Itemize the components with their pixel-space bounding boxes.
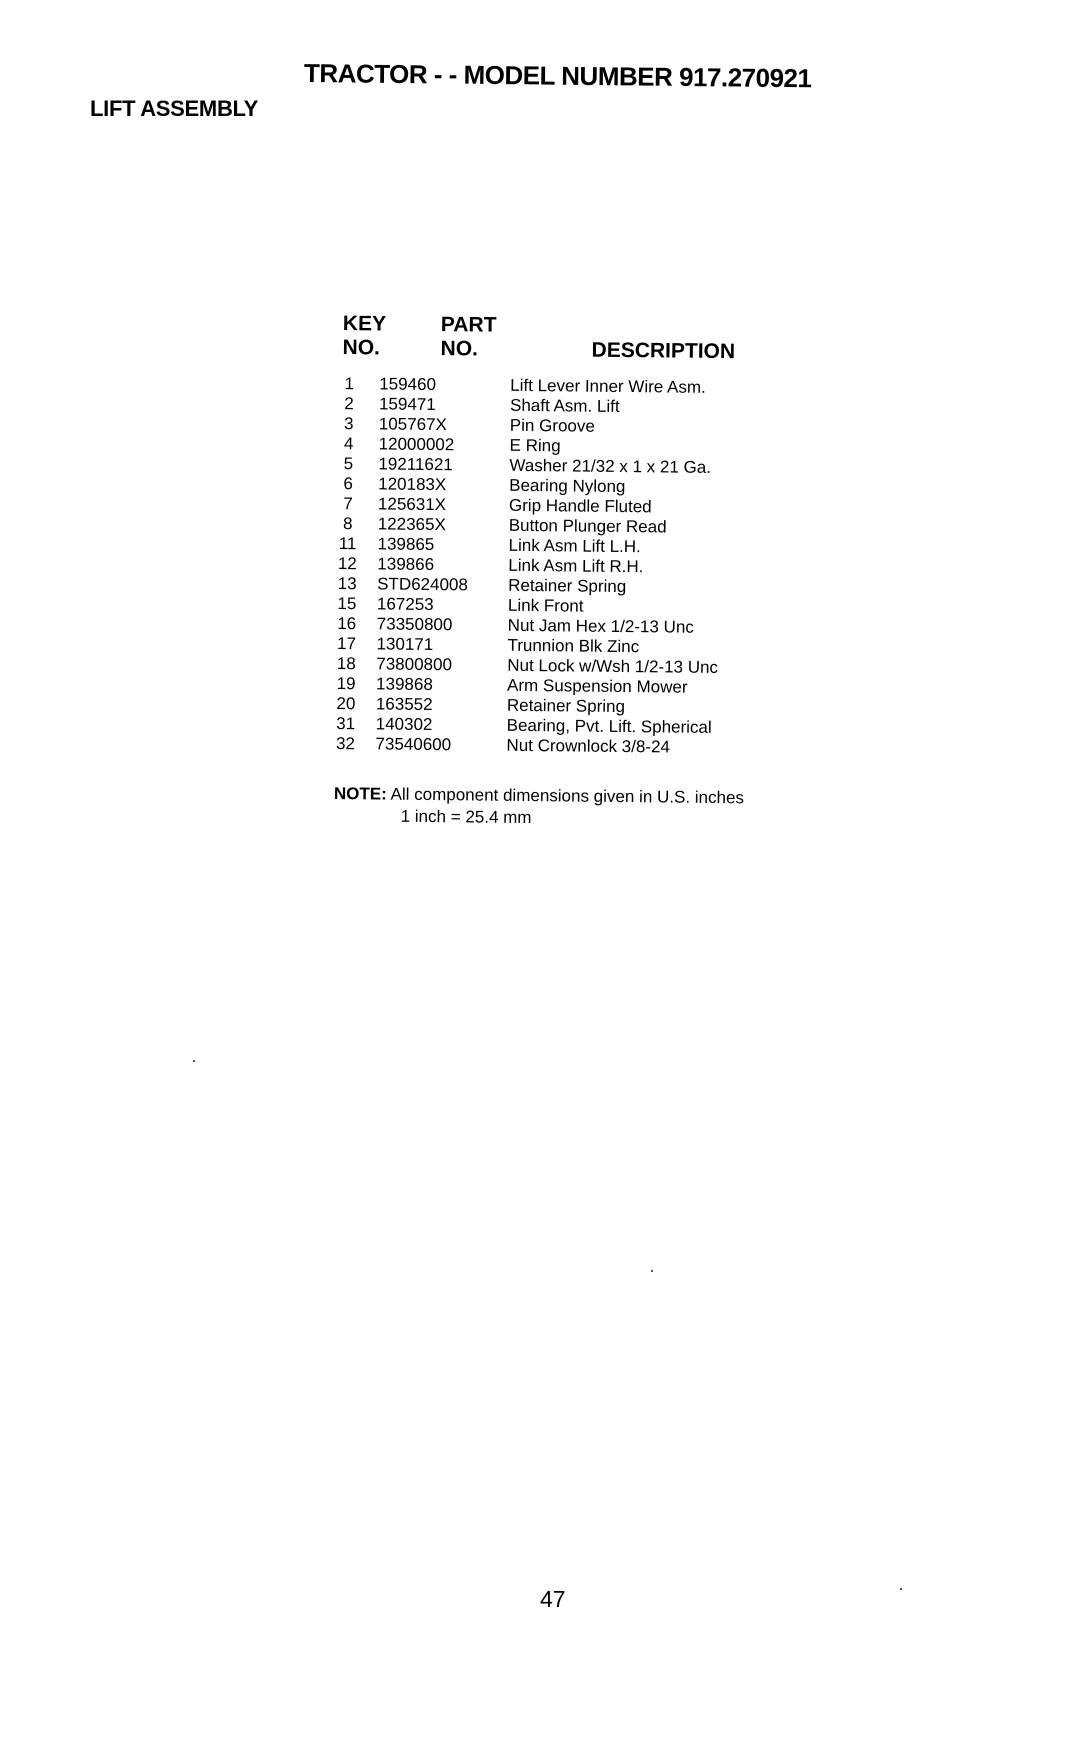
part-number: 12000002 <box>378 434 455 455</box>
part-description: Nut Crownlock 3/8-24 <box>506 735 671 757</box>
part-description: Bearing, Pvt. Lift. Spherical <box>506 715 712 737</box>
part-number: 120183X <box>378 474 447 495</box>
part-key-number: 31 <box>336 714 356 734</box>
part-description: E Ring <box>509 435 561 456</box>
part-key-number: 2 <box>344 394 354 414</box>
note-label: NOTE: <box>333 784 387 804</box>
part-key-number: 1 <box>344 374 355 394</box>
part-key-number: 6 <box>343 474 354 494</box>
part-row <box>333 734 753 758</box>
part-description: Link Asm Lift L.H. <box>508 535 641 557</box>
note-conversion: 1 inch = 25.4 mm <box>400 806 532 828</box>
scan-speck <box>651 1270 653 1272</box>
part-description: Grip Handle Fluted <box>508 495 652 517</box>
parts-list <box>335 312 758 757</box>
part-description: Bearing Nylong <box>509 475 626 497</box>
part-key-number: 15 <box>337 594 357 614</box>
part-number: 167253 <box>376 594 434 615</box>
part-description: Washer 21/32 x 1 x 21 Ga. <box>509 455 712 477</box>
part-number: 140302 <box>375 714 433 735</box>
part-description: Trunnion Blk Zinc <box>507 635 640 657</box>
part-number: 73800800 <box>376 654 453 675</box>
part-number: 105767X <box>378 414 448 435</box>
part-description: Link Asm Lift R.H. <box>508 555 644 577</box>
part-key-number: 12 <box>337 554 357 574</box>
key-column-header-line1: KEY <box>342 312 387 336</box>
part-key-number: 11 <box>338 534 357 554</box>
part-number: STD624008 <box>377 574 468 595</box>
part-number: 125631X <box>377 494 447 515</box>
parts-rows <box>333 374 757 758</box>
part-description: Arm Suspension Mower <box>507 675 688 697</box>
part-key-number: 19 <box>336 674 356 694</box>
description-column-header: DESCRIPTION <box>591 338 736 364</box>
page-title: TRACTOR - - MODEL NUMBER 917.270921 <box>303 58 812 94</box>
part-key-number: 8 <box>342 514 353 534</box>
page-number: 47 <box>540 1586 566 1612</box>
note-text: All component dimensions given in U.S. inches <box>390 784 745 808</box>
part-number: 73540600 <box>375 734 452 755</box>
part-number: 19211621 <box>378 454 453 475</box>
part-number: 139865 <box>377 534 435 555</box>
part-key-number: 7 <box>343 494 353 514</box>
part-number: 73350800 <box>376 614 453 635</box>
part-description: Retainer Spring <box>508 575 627 597</box>
part-key-number: 5 <box>343 454 354 474</box>
part-description: Button Plunger Read <box>508 515 667 537</box>
part-key-number: 4 <box>343 434 354 454</box>
part-description: Nut Jam Hex 1/2-13 Unc <box>507 615 694 637</box>
part-key-number: 3 <box>343 414 354 434</box>
part-column-header-line1: PART <box>440 313 497 337</box>
key-column-header-line2: NO. <box>342 336 381 360</box>
part-key-number: 20 <box>336 694 356 714</box>
part-description: Shaft Asm. Lift <box>509 395 620 416</box>
part-key-number: 16 <box>337 614 357 634</box>
part-column-header-line2: NO. <box>440 337 479 361</box>
part-description: Nut Lock w/Wsh 1/2-13 Unc <box>507 655 719 677</box>
part-number: 130171 <box>376 634 434 655</box>
part-key-number: 17 <box>336 634 357 654</box>
part-number: 122365X <box>377 514 446 535</box>
part-description: Lift Lever Inner Wire Asm. <box>510 375 706 397</box>
part-number: 159471 <box>378 394 436 415</box>
part-key-number: 18 <box>336 654 356 674</box>
section-title: LIFT ASSEMBLY <box>90 96 259 121</box>
part-description: Link Front <box>507 595 584 616</box>
part-number: 159460 <box>379 374 437 395</box>
part-key-number: 32 <box>335 734 356 754</box>
part-number: 139868 <box>376 674 433 695</box>
part-number: 163552 <box>375 694 433 715</box>
scan-speck <box>900 1588 902 1590</box>
scan-speck <box>193 1060 195 1062</box>
part-description: Retainer Spring <box>506 695 626 717</box>
part-number: 139866 <box>377 554 435 575</box>
part-key-number: 13 <box>337 574 357 594</box>
part-description: Pin Groove <box>509 415 595 436</box>
note <box>333 784 745 828</box>
